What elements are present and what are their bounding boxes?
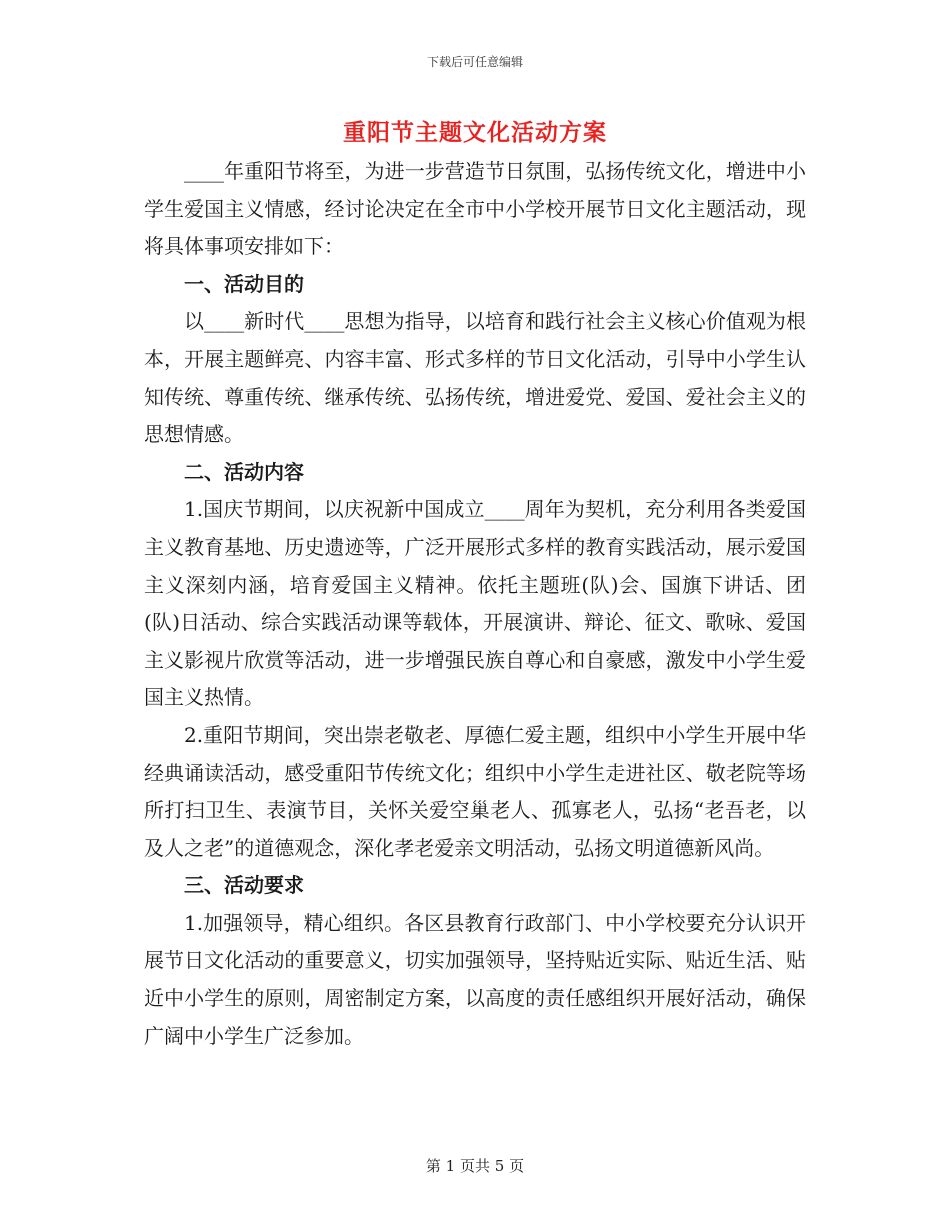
header-note: 下载后可任意编辑 [426,55,523,69]
intro-paragraph: ____年重阳节将至，为进一步营造节日氛围，弘扬传统文化，增进中小学生爱国主义情感，经讨论决定在全市中小学校开展节日文化主题活动，现将具体事项安排如下： [144,159,806,259]
section-heading-requirements: 三、活动要求 [184,873,304,898]
section-heading-purpose: 一、活动目的 [184,271,304,296]
section-paragraph: 1.国庆节期间，以庆祝新中国成立____周年为契机，充分利用各类爱国主义教育基地、历史遗迹等，广泛开展形式多样的教育实践活动，展示爱国主义深刻内涵，培育爱国主义精神。依托主题班(队)会、国旗下讲话、团(队)日活动、综合实践活动课等载体，开展演讲、辩论、征文、歌咏、爱国主义影视片欣赏等活动，进一步增强民族自尊心和自豪感，激发中小学生爱国主义热情。 [144,497,806,710]
page-number-footer: 第 1 页共 5 页 [425,1157,525,1175]
document-body [144,153,806,1055]
section-paragraph: 2.重阳节期间，突出崇老敬老、厚德仁爱主题，组织中小学生开展中华经典诵读活动，感受重阳节传统文化；组织中小学生走进社区、敬老院等场所打扫卫生、表演节目，关怀关爱空巢老人、孤寡老人，弘扬“老吾老，以及人之老”的道德观念，深化孝老爱亲文明活动，弘扬文明道德新风尚。 [144,722,806,860]
section-paragraph: 1.加强领导，精心组织。各区县教育行政部门、中小学校要充分认识开展节日文化活动的重要意义，切实加强领导，坚持贴近实际、贴近生活、贴近中小学生的原则，周密制定方案，以高度的责任感组织开展好活动，确保广阔中小学生广泛参加。 [144,910,806,1048]
section-paragraph: 以____新时代____思想为指导，以培育和践行社会主义核心价值观为根本，开展主题鲜亮、内容丰富、形式多样的节日文化活动，引导中小学生认知传统、尊重传统、继承传统、弘扬传统，增进爱党、爱国、爱社会主义的思想情感。 [144,309,806,447]
section-heading-content: 二、活动内容 [184,459,304,484]
document-title: 重阳节主题文化活动方案 [343,120,607,146]
